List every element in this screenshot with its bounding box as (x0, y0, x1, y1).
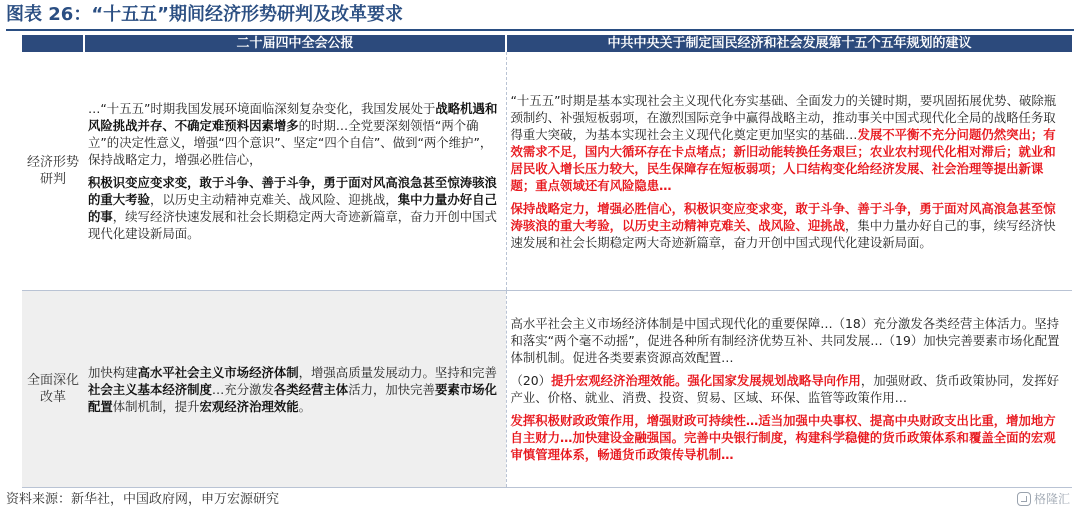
highlighted-text: 保持战略定力，增强必胜信心，积极识变应变求变，敢于斗争、善于斗争，勇于面对风高浪急甚至惊涛骇浪的重大考验，以历史主动精神克难关、战风险、迎挑战 (510, 200, 1056, 233)
header-category (22, 35, 84, 52)
text-run: 的时期…全党要深刻领悟“两个确立”的决定性意义，增强“四个意识”、坚定“四个自信”、做到“两个维护”，保持战略定力，增强必胜信心， (88, 118, 493, 167)
cell-plan (506, 52, 1072, 291)
bold-text: 各类经营主体 (273, 381, 349, 397)
highlighted-text: 发挥积极财政政策作用，增强财政可持续性…适当加强中央事权、提高中央财政支出比重，增加地方自主财力…加快建设金融强国。完善中央银行制度，构建科学稳健的货币政策体系和覆盖全面的宏观审慎管理体系，畅通货币政策传导机制… (510, 413, 1056, 462)
figure-title: 图表 26：“十五五”期间经济形势研判及改革要求 (6, 4, 403, 25)
text-run: ，增强高质量发展动力。坚持和完善 (298, 364, 497, 380)
text-run: （20） (510, 373, 552, 388)
watermark-text: 格隆汇 (1033, 492, 1070, 506)
text-run: 。 (298, 398, 312, 414)
watermark (1017, 489, 1070, 509)
paragraph (511, 315, 1069, 366)
bold-text: 积极识变应变求变，敢于斗争、善于斗争，勇于面对风高浪急甚至惊涛骇浪的重大考验 (88, 175, 497, 207)
source-note: 资料来源：新华社，中国政府网，申万宏源研究 (6, 492, 280, 507)
cell-communique (84, 52, 506, 291)
paragraph (511, 92, 1069, 194)
row-category: 全面深化改革 (22, 291, 84, 488)
table-header-row (22, 35, 1072, 52)
text-run: 高水平社会主义市场经济体制是中国式现代化的重要保障…（18）充分激发各类经营主体活力。坚持和落实“两个毫不动摇”，促进各种所有制经济优势互补、共同发展…（19）加快完善要素市场化配置体制机制。促进各类要素资源高效配置… (510, 316, 1060, 365)
text-run: …“十五五”时期我国发展环境面临深刻复杂变化，我国发展处于 (88, 101, 436, 116)
table-row (22, 291, 1072, 488)
watermark-logo-icon (1017, 492, 1031, 506)
header-five-year-plan: 中共中央关于制定国民经济和社会发展第十五个五年规划的建议 (506, 35, 1072, 52)
text-run: 活力，加快完善 (348, 381, 435, 397)
text-run: 体制机制，提升 (112, 398, 200, 414)
header-plenum-communique: 二十届四中全会公报 (84, 35, 506, 52)
bold-text: 战略机遇和风险挑战并存、不确定难预料因素增多 (88, 101, 498, 133)
cell-plan (506, 291, 1072, 488)
bold-text: 要素市场化配置 (88, 381, 497, 414)
text-run: 加快构建 (88, 364, 138, 380)
paragraph (511, 372, 1069, 406)
highlighted-text: 发展不平衡不充分问题仍然突出；有效需求不足，国内大循环存在卡点堵点；新旧动能转换任务艰巨；农业农村现代化相对滞后；就业和居民收入增长压力较大，民生保障存在短板弱项；人口结构变化给经济发展、社会治理等提出新课题；重点领域还有风险隐患… (510, 126, 1056, 193)
row-category: 经济形势研判 (22, 52, 84, 291)
title-divider (6, 29, 1074, 31)
bold-text: 高水平社会主义市场经济体制 (137, 364, 299, 380)
policy-comparison-table (22, 35, 1072, 488)
text-run: ，以历史主动精神克难关、战风险、迎挑战， (149, 192, 398, 207)
paragraph (88, 100, 500, 168)
bold-text: 集中力量办好自己的事 (88, 192, 497, 224)
text-run: ，续写经济快速发展和社会长期稳定两大奇迹新篇章，奋力开创中国式现代化建设新局面。 (88, 209, 497, 241)
bold-text: 宏观经济治理效能 (199, 398, 299, 414)
paragraph (511, 200, 1069, 251)
paragraph (511, 412, 1069, 463)
table-row (22, 52, 1072, 291)
highlighted-text: 提升宏观经济治理效能。强化国家发展规划战略导向作用 (551, 373, 861, 388)
bold-text: 社会主义基本经济制度 (88, 381, 212, 397)
cell-communique (84, 291, 506, 488)
paragraph (88, 364, 500, 415)
text-run: ，集中力量办好自己的事，续写经济快速发展和社会长期稳定两大奇迹新篇章，奋力开创中国式现代化建设新局面。 (510, 217, 1056, 250)
text-run: “十五五”时期是基本实现社会主义现代化夯实基础、全面发力的关键时期，要巩固拓展优势、破除瓶颈制约、补强短板弱项，在激烈国际竞争中赢得战略主动，推动事关中国式现代化全局的战略任务取得重大突破，为基本实现社会主义现代化奠定更加坚实的基础… (510, 92, 1057, 142)
text-run: ，加强财政、货币政策协同，发挥好产业、价格、就业、消费、投资、贸易、区域、环保、监管等政策作用… (510, 373, 1060, 405)
text-run: …充分激发 (211, 381, 274, 397)
paragraph (88, 174, 500, 242)
